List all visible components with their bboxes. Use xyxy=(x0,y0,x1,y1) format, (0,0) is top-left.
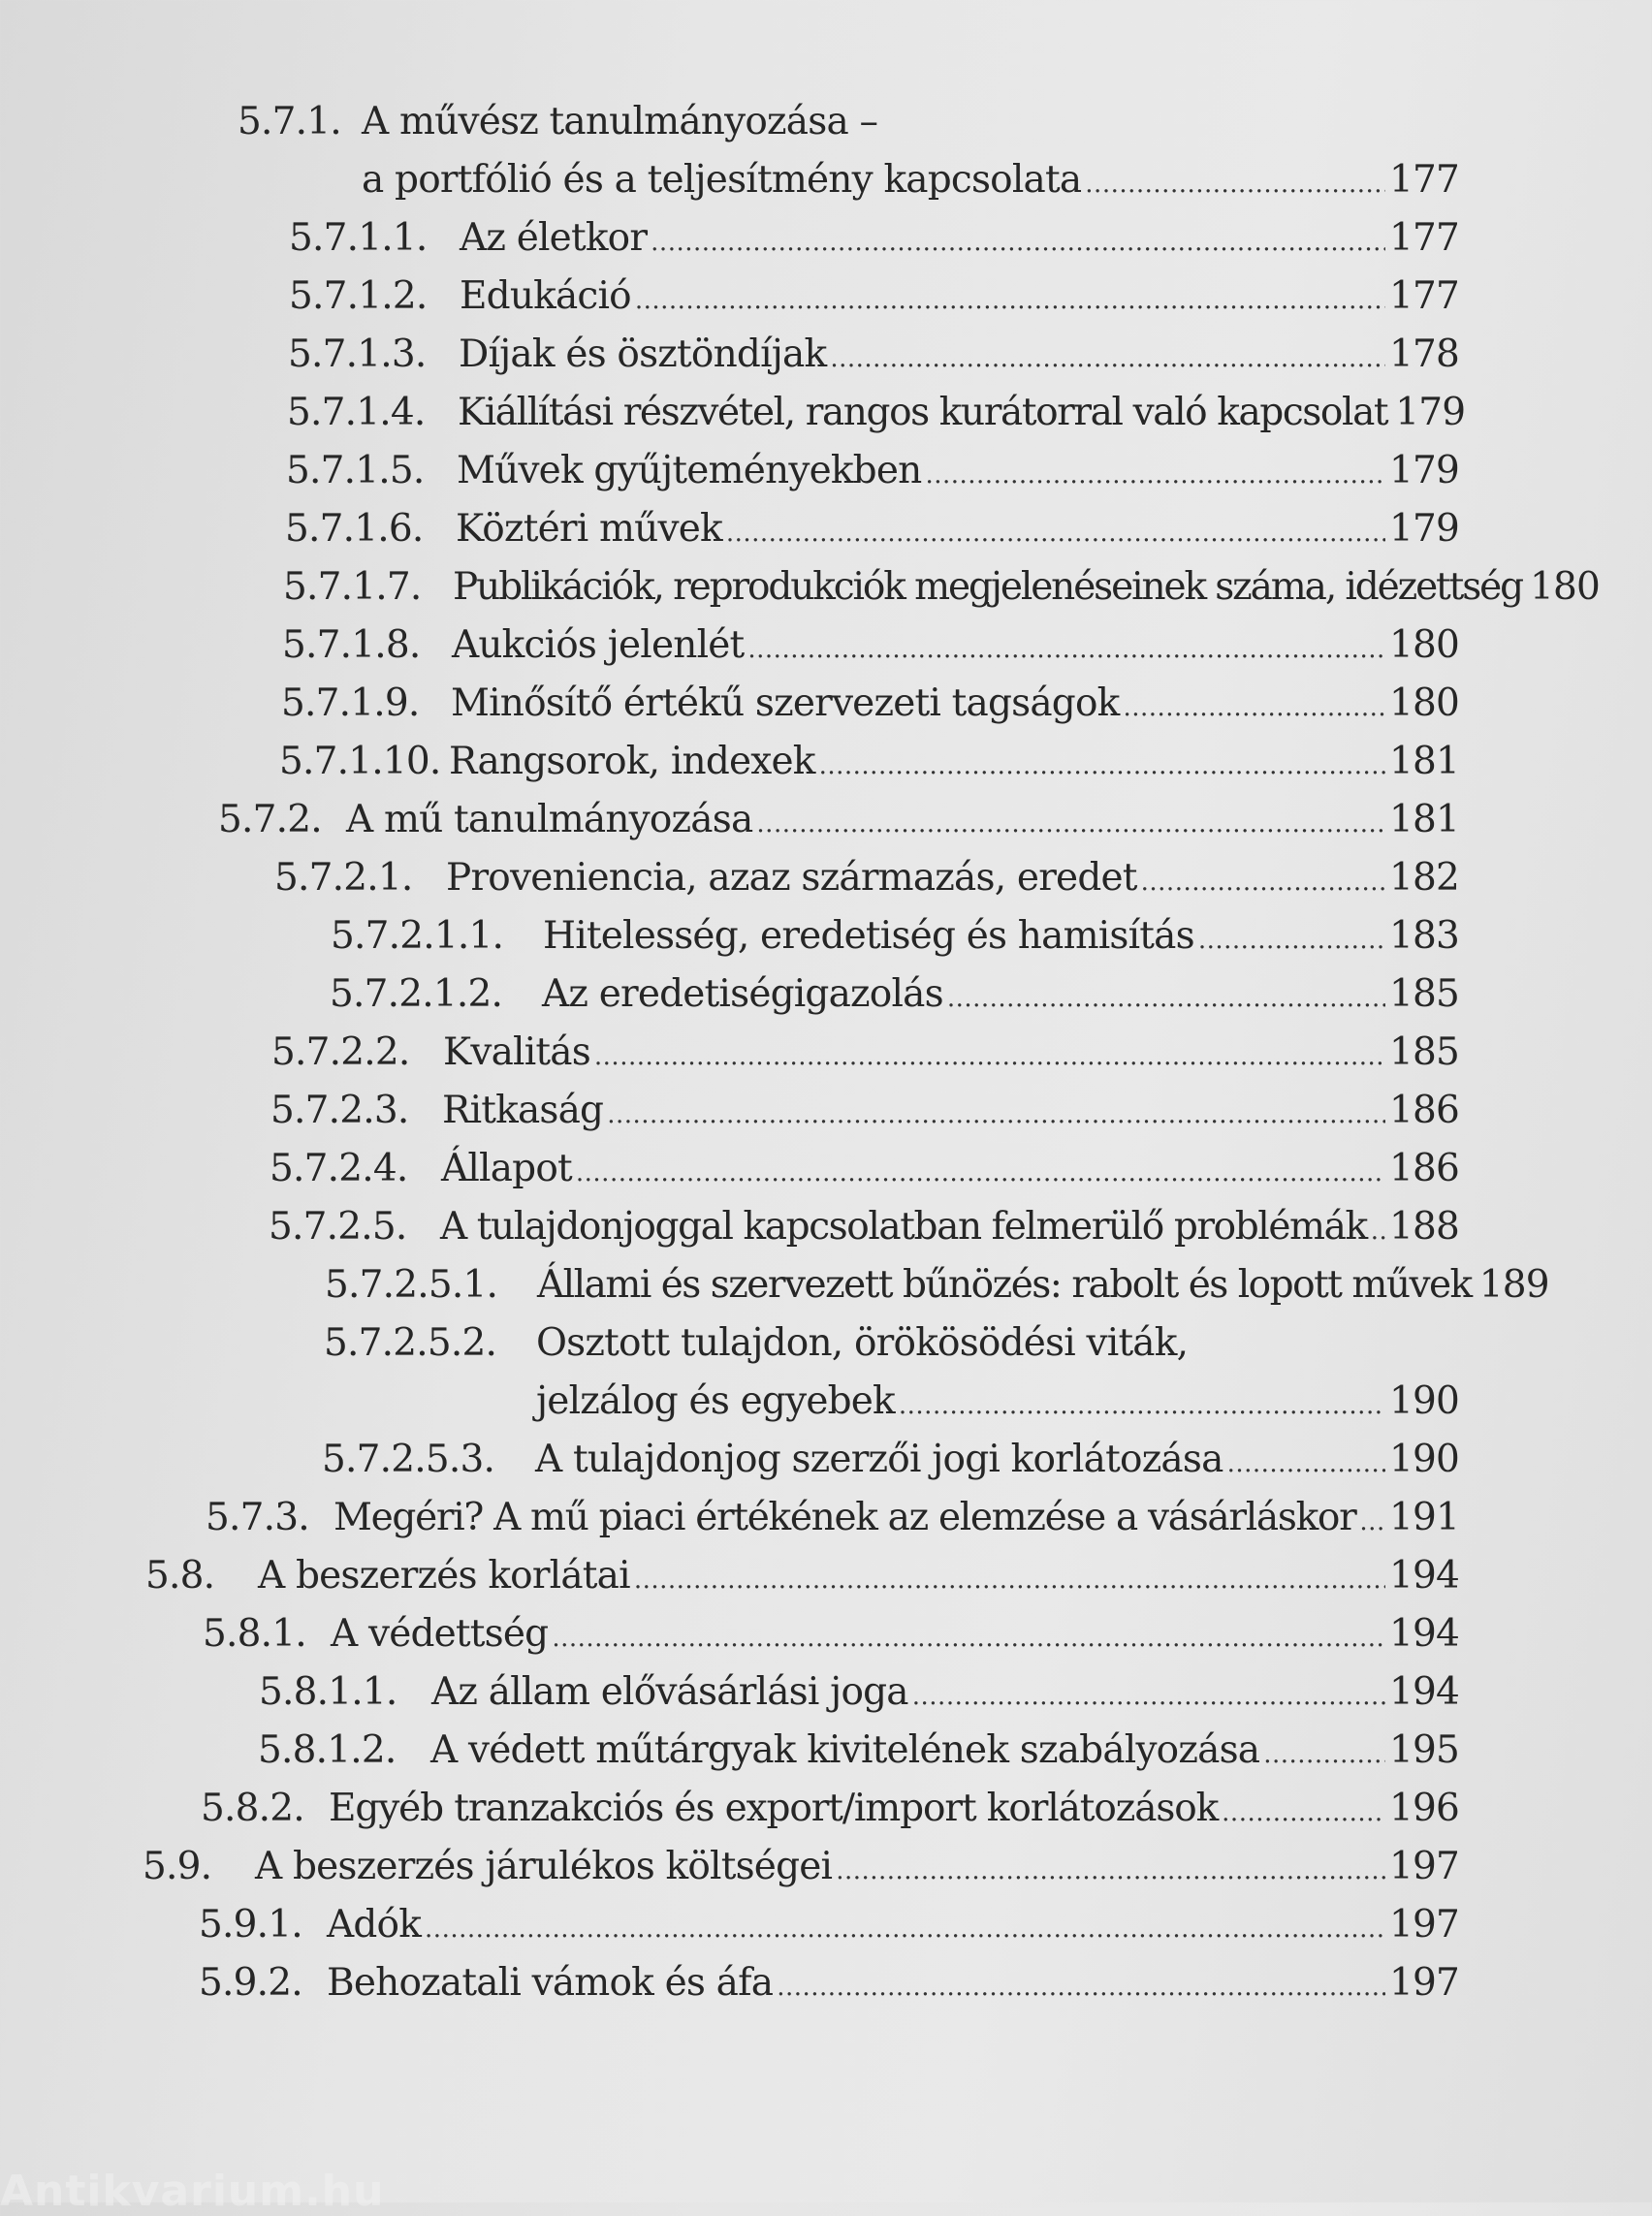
toc-entry-number: 5.7.2.5.1. xyxy=(325,1263,498,1307)
toc-entry-title: Köztéri művek xyxy=(456,507,722,551)
toc-entry-title: Aukciós jelenlét xyxy=(452,623,745,667)
toc-entry xyxy=(279,737,1459,787)
leader-dots xyxy=(425,1904,1385,1954)
toc-entry-title: Egyéb tranzakciós és export/import korlátozások xyxy=(329,1787,1219,1830)
leader-dots xyxy=(836,1846,1385,1896)
toc-entry-title: Rangsorok, indexek xyxy=(449,740,815,783)
toc-entry-title: Művek gyűjteményekben xyxy=(457,449,922,492)
toc-entry-page: 177 xyxy=(1388,216,1459,260)
toc-entry-title: Állami és szervezett bűnözés: rabolt és lopott művek xyxy=(537,1263,1472,1307)
toc-entry-title: Megéri? A mű piaci értékének az elemzése a vásárláskor xyxy=(334,1496,1356,1539)
toc-entry-page: 179 xyxy=(1395,391,1466,434)
toc-entry xyxy=(285,504,1459,554)
toc-entry-number: 5.7.2.1.1. xyxy=(331,914,504,958)
toc-entry-page: 189 xyxy=(1478,1263,1549,1307)
toc-entry-number: 5.7.1. xyxy=(238,100,341,143)
toc-entry xyxy=(271,1028,1459,1078)
toc-entry-number: 5.7.2.3. xyxy=(270,1089,409,1132)
toc-entry xyxy=(203,1609,1459,1660)
toc-entry-number: 5.8.1. xyxy=(203,1612,306,1656)
toc-entry-title: Minősítő értékű szervezeti tagságok xyxy=(451,681,1120,725)
toc-entry-page: 186 xyxy=(1388,1089,1459,1132)
toc-entry-page: 181 xyxy=(1388,798,1459,841)
leader-dots xyxy=(756,799,1385,849)
toc-entry-page: 196 xyxy=(1388,1787,1459,1830)
toc-entry-number: 5.7.1.8. xyxy=(282,623,421,667)
toc-entry-title: Publikációk, reprodukciók megjelenéseinek száma, idézettség xyxy=(453,565,1522,609)
toc-entry-page: 197 xyxy=(1388,1903,1459,1947)
leader-dots xyxy=(1198,915,1385,966)
toc-entry-number: 5.7.1.2. xyxy=(289,274,428,318)
toc-entry xyxy=(270,1086,1459,1136)
toc-entry-page: 177 xyxy=(1388,274,1459,318)
leader-dots xyxy=(1085,159,1385,209)
leader-dots xyxy=(747,624,1385,675)
toc-entry xyxy=(145,1551,1459,1601)
toc-entry-number: 5.8.1.2. xyxy=(258,1728,397,1772)
toc-entry xyxy=(322,1435,1459,1485)
toc-entry-page: 194 xyxy=(1388,1670,1459,1714)
toc-entry-number: 5.7.1.1. xyxy=(289,216,428,260)
toc-entry-number: 5.7.2.1.2. xyxy=(330,972,503,1016)
toc-entry-number: 5.7.2. xyxy=(218,798,322,841)
toc-entry-number: 5.7.1.7. xyxy=(283,565,422,609)
toc-entry-title: A beszerzés korlátai xyxy=(258,1554,630,1598)
toc-entry-title: A művész tanulmányozása – xyxy=(362,100,878,143)
toc-entry-page: 183 xyxy=(1388,914,1459,958)
toc-entry-title: Ritkaság xyxy=(442,1089,604,1132)
toc-entry xyxy=(289,213,1459,264)
toc-entry-number: 5.8. xyxy=(145,1554,215,1598)
leader-dots xyxy=(635,275,1385,326)
toc-entry xyxy=(325,1260,1549,1311)
toc-entry-page: 177 xyxy=(1388,158,1459,202)
toc-entry xyxy=(286,446,1459,496)
leader-dots xyxy=(1123,682,1384,733)
leader-dots xyxy=(1227,1439,1385,1489)
toc-entry-title: A védettség xyxy=(331,1612,549,1656)
leader-dots xyxy=(1263,1729,1385,1780)
leader-dots xyxy=(726,508,1385,558)
toc-entry-title: Az eredetiségigazolás xyxy=(542,972,943,1016)
toc-entry-page: 197 xyxy=(1388,1961,1459,2005)
toc-entry-title: Az életkor xyxy=(460,216,648,260)
toc-entry-number: 5.7.2.5.2. xyxy=(324,1321,497,1365)
toc-entry-page: 178 xyxy=(1388,332,1459,376)
leader-dots xyxy=(947,973,1385,1024)
toc-entry-page: 197 xyxy=(1388,1845,1459,1888)
leader-dots xyxy=(1371,1206,1385,1256)
toc-entry xyxy=(270,1144,1459,1194)
toc-entry-number: 5.7.3. xyxy=(206,1496,309,1539)
watermark: Antikvarium.hu xyxy=(0,2167,385,2216)
toc-entry-page: 188 xyxy=(1388,1205,1459,1249)
toc-entry-number: 5.8.2. xyxy=(201,1787,304,1830)
toc-entry-number: 5.7.2.4. xyxy=(270,1147,408,1190)
toc-entry xyxy=(201,1784,1459,1834)
toc-entry xyxy=(269,1202,1459,1252)
toc-entry-page: 190 xyxy=(1388,1438,1459,1481)
toc-entry xyxy=(199,1958,1459,2009)
toc-entry-page: 179 xyxy=(1388,507,1459,551)
toc-entry-number: 5.7.2.5. xyxy=(269,1205,407,1249)
toc-entry-title: A tulajdonjog szerzői jogi korlátozása xyxy=(535,1438,1223,1481)
toc-entry-title-continued: a portfólió és a teljesítmény kapcsolata xyxy=(362,158,1082,202)
leader-dots xyxy=(899,1380,1385,1431)
toc-entry-number: 5.7.1.5. xyxy=(286,449,425,492)
leader-dots xyxy=(912,1671,1385,1722)
toc-entry xyxy=(287,388,1466,438)
toc-entry xyxy=(258,1725,1459,1776)
leader-dots xyxy=(552,1613,1385,1663)
toc-entry xyxy=(274,853,1459,903)
toc-entry-page: 185 xyxy=(1388,972,1459,1016)
toc-entry-title: Osztott tulajdon, örökösödési viták, xyxy=(536,1321,1189,1365)
toc-entry-page: 181 xyxy=(1388,740,1459,783)
toc-entry-continuation xyxy=(536,1377,1459,1427)
toc-entry xyxy=(283,562,1601,613)
toc-entry xyxy=(199,1900,1459,1950)
toc-entry-title-continued: jelzálog és egyebek xyxy=(536,1379,895,1423)
toc-entry-page: 194 xyxy=(1388,1612,1459,1656)
toc-entry xyxy=(259,1667,1459,1718)
toc-entry-title: A tulajdonjoggal kapcsolatban felmerülő problémák xyxy=(440,1205,1367,1249)
toc-entry-title: A védett műtárgyak kivitelének szabályozása xyxy=(430,1728,1260,1772)
toc-entry-page: 179 xyxy=(1388,449,1459,492)
toc-entry-number: 5.7.2.1. xyxy=(274,856,413,900)
toc-entry-number: 5.7.1.4. xyxy=(287,391,426,434)
toc-entry-title: A mű tanulmányozása xyxy=(346,798,753,841)
toc-entry xyxy=(238,97,1459,147)
leader-dots xyxy=(830,333,1385,384)
toc-entry-title: Edukáció xyxy=(460,274,631,318)
toc-entry-number: 5.7.2.5.3. xyxy=(322,1438,495,1481)
leader-dots xyxy=(819,741,1385,791)
toc-entry-title: Kiállítási részvétel, rangos kurátorral való kapcsolat xyxy=(458,391,1388,434)
toc-entry-number: 5.7.1.3. xyxy=(288,332,427,376)
toc-entry-title: Állapot xyxy=(441,1147,572,1190)
toc-entry-number: 5.7.1.10. xyxy=(279,740,441,783)
toc-entry-number: 5.8.1.1. xyxy=(259,1670,397,1714)
toc-entry xyxy=(282,620,1459,671)
toc-entry-page: 180 xyxy=(1388,623,1459,667)
leader-dots xyxy=(1359,1497,1385,1547)
toc-entry xyxy=(281,679,1459,729)
leader-dots xyxy=(651,217,1385,268)
toc-entry-title: A beszerzés járulékos költségei xyxy=(255,1845,833,1888)
toc-entry xyxy=(324,1318,1459,1369)
toc-entry-page: 195 xyxy=(1388,1728,1459,1772)
toc-entry-page: 186 xyxy=(1388,1147,1459,1190)
toc-entry-number: 5.7.1.9. xyxy=(281,681,420,725)
toc-entry-title: Adók xyxy=(327,1903,422,1947)
leader-dots xyxy=(1222,1788,1385,1838)
toc-entry xyxy=(143,1842,1459,1892)
leader-dots xyxy=(777,1962,1385,2012)
toc-entry-number: 5.7.2.2. xyxy=(271,1030,410,1074)
leader-dots xyxy=(576,1148,1385,1198)
toc-entry-continuation xyxy=(362,155,1459,206)
toc-entry-title: Hitelesség, eredetiség és hamisítás xyxy=(543,914,1194,958)
toc-entry-number: 5.9.1. xyxy=(199,1903,302,1947)
toc-entry xyxy=(289,271,1459,322)
toc-entry xyxy=(288,330,1459,380)
leader-dots xyxy=(1141,857,1385,907)
toc-entry-title: Kvalitás xyxy=(443,1030,590,1074)
toc-entry xyxy=(331,911,1459,962)
toc-entry-page: 182 xyxy=(1388,856,1459,900)
toc-entry-number: 5.7.1.6. xyxy=(285,507,424,551)
toc-entry-page: 185 xyxy=(1388,1030,1459,1074)
leader-dots xyxy=(594,1031,1385,1082)
toc-entry-page: 194 xyxy=(1388,1554,1459,1598)
toc-entry xyxy=(218,795,1459,845)
toc-entry-number: 5.9. xyxy=(143,1845,212,1888)
toc-entry-title: Az állam elővásárlási joga xyxy=(431,1670,908,1714)
toc-entry-page: 180 xyxy=(1388,681,1459,725)
leader-dots xyxy=(607,1090,1385,1140)
leader-dots xyxy=(634,1555,1385,1605)
leader-dots xyxy=(925,450,1385,500)
toc-entry xyxy=(330,969,1459,1020)
toc-entry-title: Proveniencia, azaz származás, eredet xyxy=(446,856,1137,900)
toc-entry-page: 180 xyxy=(1529,565,1601,609)
toc-entry-title: Behozatali vámok és áfa xyxy=(327,1961,774,2005)
toc-entry-page: 190 xyxy=(1388,1379,1459,1423)
toc-entry-page: 191 xyxy=(1388,1496,1459,1539)
toc-entry xyxy=(206,1493,1459,1543)
toc-entry-number: 5.9.2. xyxy=(199,1961,302,2005)
toc-entry-title: Díjak és ösztöndíjak xyxy=(459,332,827,376)
